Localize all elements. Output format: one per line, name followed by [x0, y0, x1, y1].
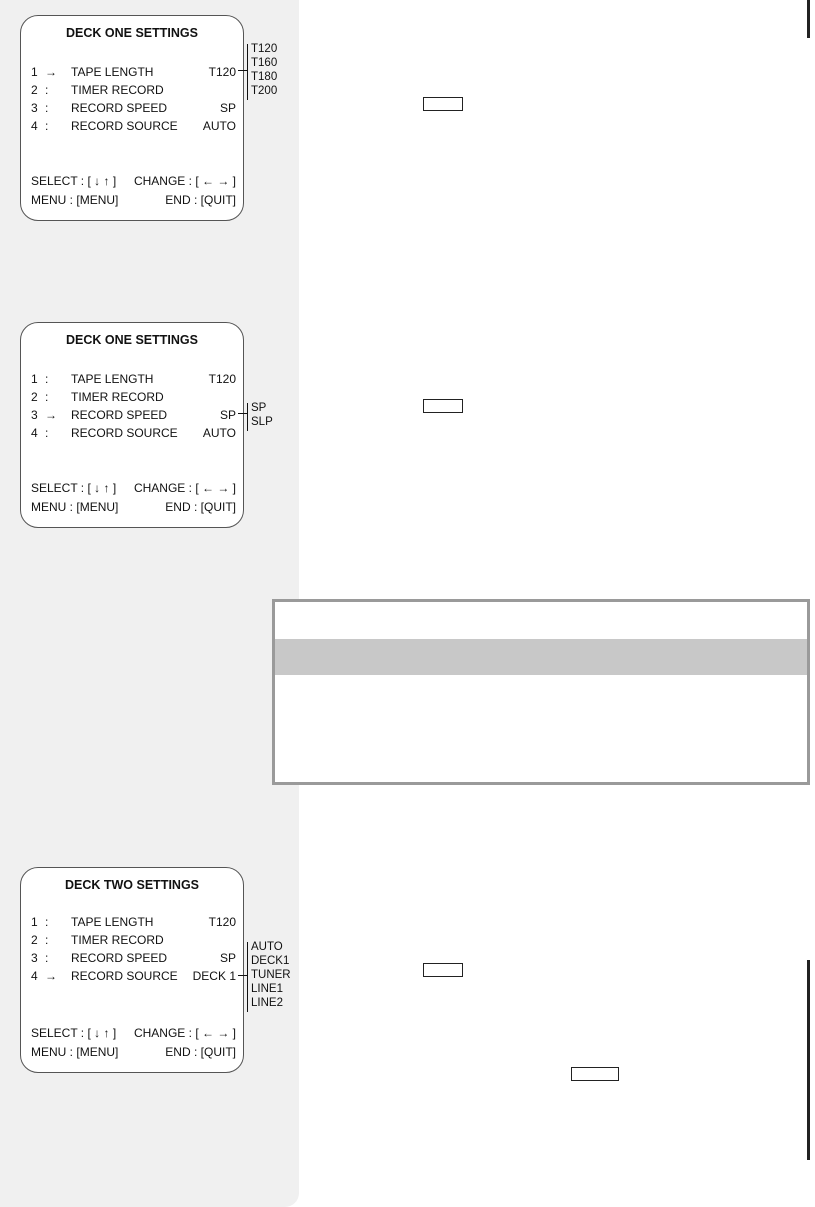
row-separator: :: [45, 119, 49, 133]
option-item: SLP: [251, 416, 273, 428]
change-keys: [ ← → ]: [195, 481, 236, 495]
menu-label: MENU: [31, 500, 67, 514]
tape-length-options: [247, 42, 277, 98]
menu-row-tape-length[interactable]: [31, 913, 236, 931]
row-value: T120: [208, 65, 236, 79]
osd-footer-select-change: SELECT : [ ↓ ↑ ] CHANGE : [ ← → ]: [31, 1026, 236, 1040]
selection-arrow-icon: →: [45, 969, 57, 983]
row-value: AUTO: [202, 119, 236, 133]
row-number: 3: [31, 101, 38, 115]
end-label: END: [165, 500, 191, 514]
menu-keys: [MENU]: [76, 193, 119, 207]
osd-title: DECK TWO SETTINGS: [64, 878, 200, 892]
menu-row-record-speed[interactable]: [31, 949, 236, 967]
row-number: 4: [31, 969, 38, 983]
row-label: TIMER RECORD: [71, 83, 164, 97]
key-icon: [423, 97, 463, 111]
option-item: T120: [251, 43, 278, 55]
row-number: 1: [31, 65, 38, 79]
select-keys: [ ↓ ↑ ]: [87, 174, 117, 188]
row-number: 2: [31, 933, 38, 947]
row-label: TIMER RECORD: [71, 933, 164, 947]
select-keys: [ ↓ ↑ ]: [87, 481, 117, 495]
menu-row-tape-length[interactable]: [31, 370, 236, 388]
osd-screen-deck-two-record-source: [20, 867, 244, 1073]
selection-arrow-icon: →: [45, 408, 57, 422]
row-label: TAPE LENGTH: [71, 372, 154, 386]
menu-row-timer-record[interactable]: [31, 931, 236, 949]
record-speed-options: [247, 401, 273, 429]
row-separator: :: [45, 83, 49, 97]
row-number: 2: [31, 83, 38, 97]
options-connector: [238, 975, 247, 976]
row-label: TIMER RECORD: [71, 390, 164, 404]
row-number: 3: [31, 951, 38, 965]
menu-keys: [MENU]: [76, 1045, 119, 1059]
row-value: SP: [219, 951, 236, 965]
edge-rule-top: [807, 0, 810, 38]
change-label: CHANGE: [133, 174, 186, 188]
change-label: CHANGE: [133, 1026, 186, 1040]
end-label: END: [165, 193, 191, 207]
row-separator: :: [45, 951, 49, 965]
change-keys: [ ← → ]: [195, 1026, 236, 1040]
osd-footer-menu-end: MENU : [MENU] END : [QUIT]: [31, 500, 236, 514]
osd-title: DECK ONE SETTINGS: [66, 26, 198, 40]
row-label: RECORD SOURCE: [71, 119, 178, 133]
row-separator: :: [45, 390, 49, 404]
row-value: T120: [208, 915, 236, 929]
menu-row-record-source[interactable]: [31, 117, 236, 135]
options-connector: [238, 70, 247, 71]
option-item: T180: [251, 71, 278, 83]
osd-screen-deck-one-tape-length: [20, 15, 244, 221]
info-box: [272, 599, 810, 785]
row-separator: :: [45, 372, 49, 386]
row-number: 1: [31, 372, 38, 386]
menu-row-timer-record[interactable]: [31, 388, 236, 406]
row-label: TAPE LENGTH: [71, 65, 154, 79]
menu-row-record-speed[interactable]: [31, 406, 236, 424]
menu-row-tape-length[interactable]: [31, 63, 236, 81]
option-item: T160: [251, 57, 278, 69]
row-label: RECORD SOURCE: [71, 969, 178, 983]
osd-footer-menu-end: MENU : [MENU] END : [QUIT]: [31, 193, 236, 207]
option-item: DECK1: [251, 955, 290, 967]
select-label: SELECT: [31, 1026, 78, 1040]
row-number: 3: [31, 408, 38, 422]
menu-row-record-source[interactable]: [31, 967, 236, 985]
edge-rule-bottom: [807, 960, 810, 1160]
row-number: 4: [31, 426, 38, 440]
row-number: 1: [31, 915, 38, 929]
option-item: T200: [251, 85, 278, 97]
row-value: T120: [208, 372, 236, 386]
row-value: AUTO: [202, 426, 236, 440]
option-item: SP: [251, 402, 267, 414]
row-value: SP: [219, 408, 236, 422]
select-keys: [ ↓ ↑ ]: [87, 1026, 117, 1040]
option-item: LINE2: [251, 997, 283, 1009]
selection-arrow-icon: →: [45, 65, 57, 79]
row-label: RECORD SPEED: [71, 408, 168, 422]
osd-footer-menu-end: MENU : [MENU] END : [QUIT]: [31, 1045, 236, 1059]
select-label: SELECT: [31, 481, 78, 495]
key-icon: [423, 399, 463, 413]
record-source-options: [247, 940, 291, 1010]
menu-label: MENU: [31, 1045, 67, 1059]
end-keys: [QUIT]: [200, 193, 236, 207]
menu-keys: [MENU]: [76, 500, 119, 514]
end-keys: [QUIT]: [200, 1045, 236, 1059]
menu-row-timer-record[interactable]: [31, 81, 236, 99]
row-number: 2: [31, 390, 38, 404]
select-label: SELECT: [31, 174, 78, 188]
option-item: AUTO: [251, 941, 283, 953]
row-separator: :: [45, 915, 49, 929]
row-label: RECORD SPEED: [71, 101, 168, 115]
end-keys: [QUIT]: [200, 500, 236, 514]
row-separator: :: [45, 101, 49, 115]
change-label: CHANGE: [133, 481, 186, 495]
info-box-band: [275, 639, 807, 675]
option-item: LINE1: [251, 983, 283, 995]
menu-row-record-source[interactable]: [31, 424, 236, 442]
option-item: TUNER: [251, 969, 291, 981]
osd-footer-select-change: SELECT : [ ↓ ↑ ] CHANGE : [ ← → ]: [31, 174, 236, 188]
row-label: TAPE LENGTH: [71, 915, 154, 929]
row-value: DECK 1: [192, 969, 236, 983]
row-separator: :: [45, 933, 49, 947]
key-icon: [571, 1067, 619, 1081]
osd-footer-select-change: SELECT : [ ↓ ↑ ] CHANGE : [ ← → ]: [31, 481, 236, 495]
osd-screen-deck-one-record-speed: [20, 322, 244, 528]
osd-title: DECK ONE SETTINGS: [66, 333, 198, 347]
key-icon: [423, 963, 463, 977]
menu-row-record-speed[interactable]: [31, 99, 236, 117]
change-keys: [ ← → ]: [195, 174, 236, 188]
options-connector: [238, 413, 247, 414]
menu-label: MENU: [31, 193, 67, 207]
row-number: 4: [31, 119, 38, 133]
row-separator: :: [45, 426, 49, 440]
end-label: END: [165, 1045, 191, 1059]
row-label: RECORD SPEED: [71, 951, 168, 965]
row-label: RECORD SOURCE: [71, 426, 178, 440]
row-value: SP: [219, 101, 236, 115]
